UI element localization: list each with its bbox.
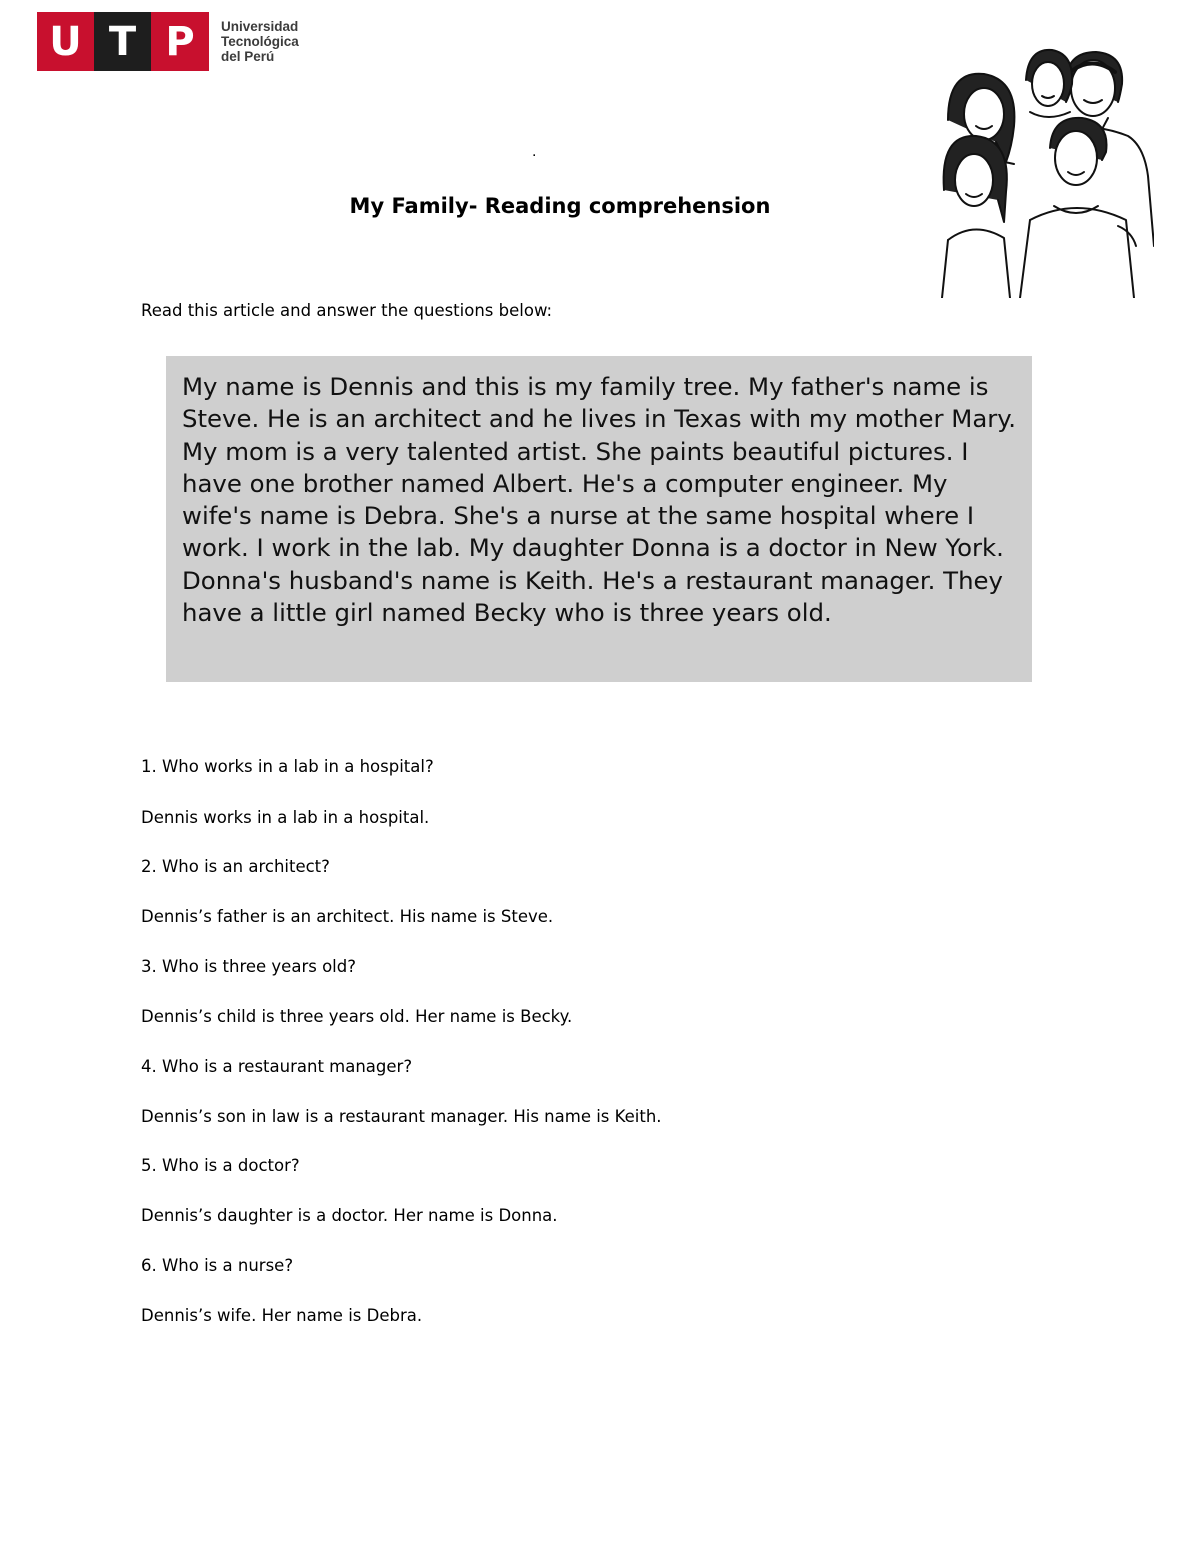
logo-university-name xyxy=(221,19,299,64)
question-3: 3. Who is three years old? xyxy=(141,957,356,976)
question-6: 6. Who is a nurse? xyxy=(141,1256,294,1275)
utp-logo xyxy=(37,12,312,72)
logo-letter-u: U xyxy=(37,12,94,71)
question-5: 5. Who is a doctor? xyxy=(141,1156,300,1175)
logo-letter-t: T xyxy=(94,12,151,71)
logo-letter-p: P xyxy=(151,12,209,71)
teen-girl-figure xyxy=(1026,50,1072,117)
logo-text-line-2: Tecnológica xyxy=(221,34,299,49)
article-box xyxy=(166,356,1032,682)
family-illustration xyxy=(938,40,1154,298)
answer-5: Dennis’s daughter is a doctor. Her name is Donna. xyxy=(141,1206,558,1225)
logo-text-line-1: Universidad xyxy=(221,19,299,34)
answer-4: Dennis’s son in law is a restaurant manager. His name is Keith. xyxy=(141,1107,662,1126)
question-2: 2. Who is an architect? xyxy=(141,857,330,876)
answer-3: Dennis’s child is three years old. Her name is Becky. xyxy=(141,1007,573,1026)
header-dot: . xyxy=(532,143,537,160)
article-text: My name is Dennis and this is my family tree. My father's name is Steve. He is an architect and he lives in Texas with my mother Mary. My mom is a very talented artist. She paints beautiful pictures. I have one brother named Albert. He's a computer engineer. My wife's name is Debra. She's a nurse at the same hospital where I work. I work in the lab. My daughter Donna is a doctor in New York. Donna's husband's name is Keith. He's a restaurant manager. They have a little girl named Becky who is three years old. xyxy=(182,372,1017,628)
question-4: 4. Who is a restaurant manager? xyxy=(141,1057,413,1076)
logo-text-line-3: del Perú xyxy=(221,49,275,64)
answer-2: Dennis’s father is an architect. His name is Steve. xyxy=(141,907,554,926)
instructions-text: Read this article and answer the questions below: xyxy=(141,301,553,320)
page-title: My Family- Reading comprehension xyxy=(349,194,771,218)
answer-6: Dennis’s wife. Her name is Debra. xyxy=(141,1306,423,1325)
question-1: 1. Who works in a lab in a hospital? xyxy=(141,757,434,776)
answer-1: Dennis works in a lab in a hospital. xyxy=(141,808,430,827)
